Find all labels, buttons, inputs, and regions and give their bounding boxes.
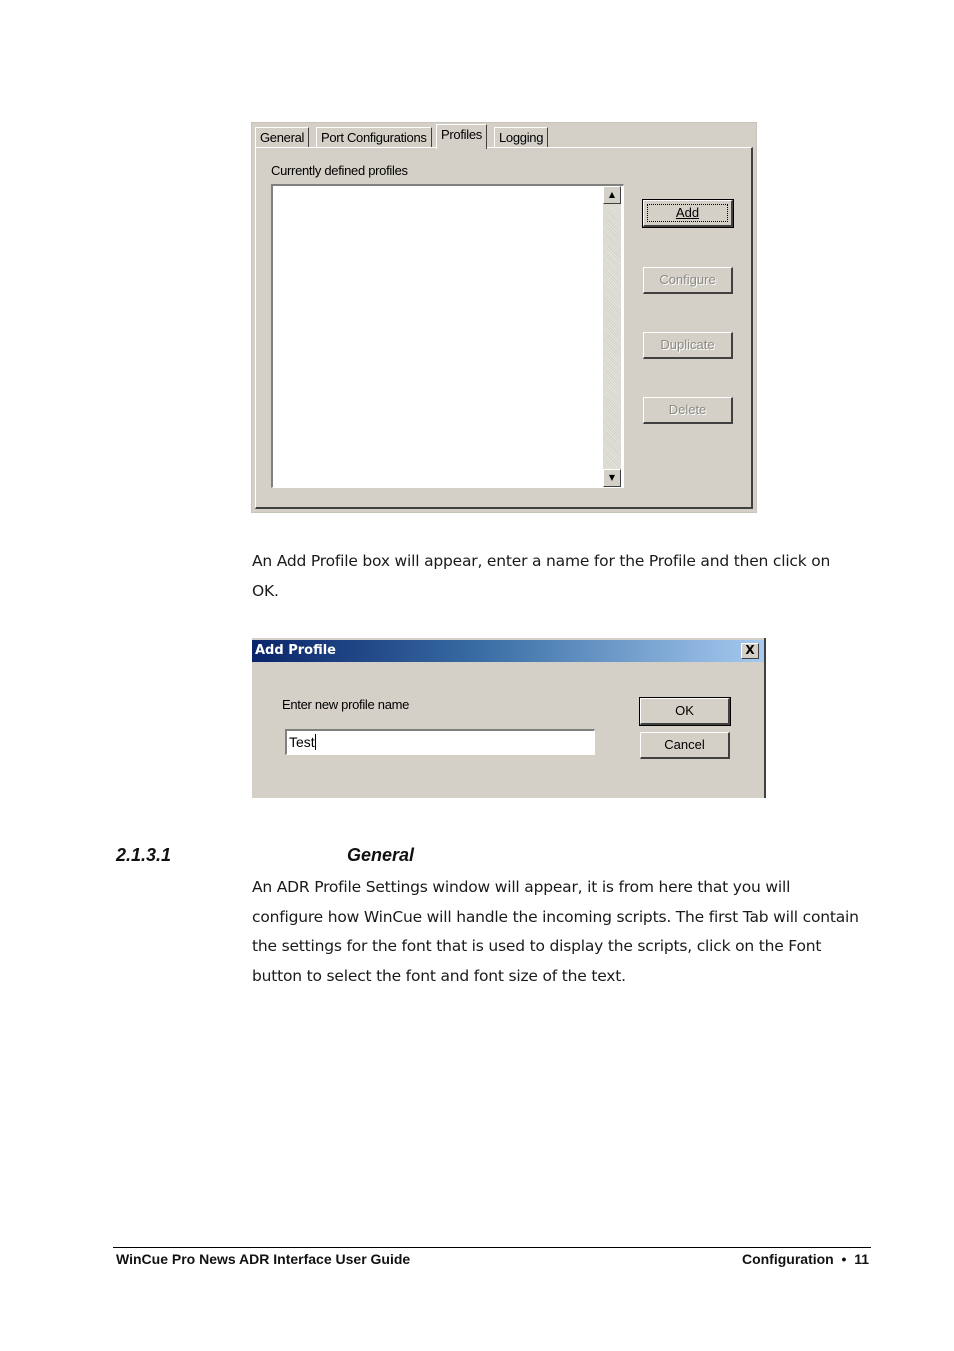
dialog-title: Add Profile	[255, 643, 336, 658]
ok-button[interactable]: OK	[640, 698, 730, 725]
profile-name-label: Enter new profile name	[282, 697, 410, 712]
tab-port-configurations[interactable]: Port Configurations	[316, 127, 432, 147]
tab-profiles[interactable]: Profiles	[436, 124, 487, 149]
tab-general[interactable]: General	[255, 127, 309, 147]
focus-rectangle	[647, 204, 728, 222]
profiles-listbox[interactable]	[271, 184, 624, 488]
cancel-button[interactable]: Cancel	[640, 732, 730, 759]
footer-page-info: Configuration • 11	[741, 1251, 869, 1267]
scroll-down-arrow-icon[interactable]: ▼	[603, 469, 621, 487]
paragraph-line: button to select the font and font size of the text.	[252, 966, 626, 985]
profiles-list-label: Currently defined profiles	[271, 163, 408, 178]
close-icon[interactable]: X	[741, 643, 759, 659]
paragraph-line: An Add Profile box will appear, enter a name for the Profile and then click on	[252, 552, 831, 570]
footer-rule	[113, 1247, 871, 1248]
tab-logging[interactable]: Logging	[494, 127, 548, 147]
paragraph-line: the settings for the font that is used to display the scripts, click on the Font	[252, 937, 822, 955]
footer-document-title: WinCue Pro News ADR Interface User Guide	[116, 1251, 411, 1267]
paragraph-general	[252, 873, 859, 991]
dialog-titlebar[interactable]	[252, 640, 764, 662]
section-number: 2.1.3.1	[116, 845, 172, 865]
add-button-label: Add	[675, 205, 700, 220]
duplicate-button[interactable]: Duplicate	[643, 332, 733, 359]
add-profile-dialog-screenshot	[252, 638, 766, 798]
vertical-scrollbar[interactable]	[603, 186, 621, 487]
paragraph-line: configure how WinCue will handle the incoming scripts. The first Tab will contain	[252, 907, 859, 926]
delete-button[interactable]: Delete	[643, 397, 733, 424]
configure-button[interactable]: Configure	[643, 267, 733, 294]
paragraph-line: OK.	[252, 581, 279, 600]
text-caret	[315, 734, 316, 750]
paragraph-add-profile	[252, 547, 830, 606]
scroll-up-arrow-icon[interactable]: ▲	[603, 186, 621, 204]
paragraph-line: An ADR Profile Settings window will appear, it is from here that you will	[252, 878, 791, 896]
add-button[interactable]	[643, 200, 733, 227]
profile-name-value: Test	[289, 734, 315, 750]
section-title: General	[347, 845, 415, 865]
profiles-settings-screenshot	[251, 122, 757, 513]
profile-name-input[interactable]	[285, 729, 595, 755]
